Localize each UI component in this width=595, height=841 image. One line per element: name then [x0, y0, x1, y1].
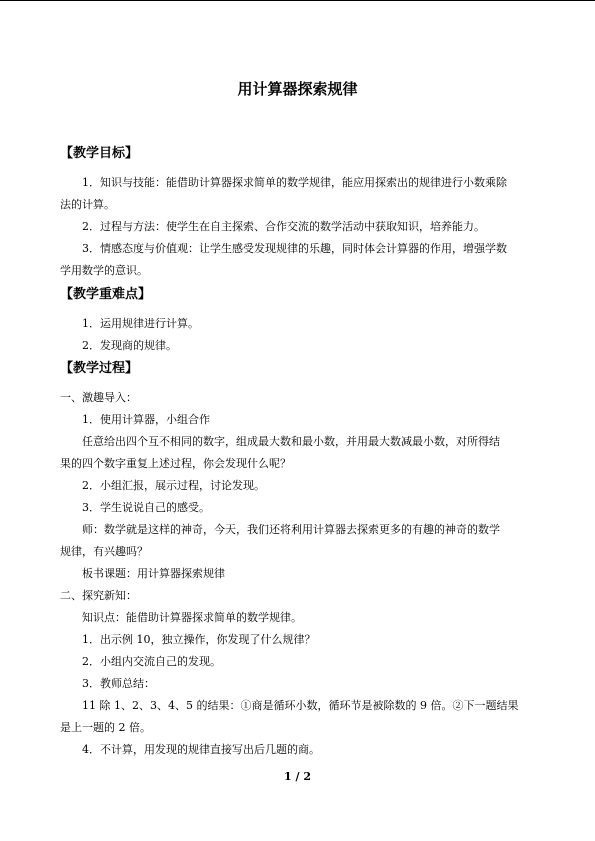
- process-item: 11 除 1、2、3、4、5 的结果：①商是循环小数，循环节是被除数的 9 倍。②下一题结果: [82, 699, 519, 712]
- goal-3-line-1: 3．情感态度与价值观：让学生感受发现规律的乐趣，同时体会计算器的作用，增强学数: [82, 242, 507, 255]
- process-item: 师：数学就是这样的神奇，今天，我们还将利用计算器去探索更多的有趣的神奇的数学: [82, 523, 500, 536]
- page-number: 1 / 2: [284, 770, 311, 783]
- section-heading-keypoints: 【教学重难点】: [60, 287, 152, 302]
- process-item: 1．使用计算器，小组合作: [82, 413, 210, 426]
- process-item: 任意给出四个互不相同的数字，组成最大数和最小数，并用最大数减最小数，对所得结: [82, 435, 500, 448]
- process-item: 2．小组汇报，展示过程，讨论发现。: [82, 479, 265, 492]
- header-rule: [0, 0, 595, 1]
- goal-3-line-2: 学用数学的意识。: [60, 264, 148, 277]
- keypoint-1: 1．运用规律进行计算。: [82, 317, 199, 330]
- section-heading-process: 【教学过程】: [60, 361, 139, 376]
- process-item: 知识点：能借助计算器探求简单的数学规律。: [82, 611, 302, 624]
- goal-1-line-2: 法的计算。: [60, 198, 115, 211]
- keypoint-2: 2．发现商的规律。: [82, 339, 177, 352]
- process-item: 2．小组内交流自己的发现。: [82, 655, 221, 668]
- goal-1-line-1: 1．知识与技能：能借助计算器探求简单的数学规律，能应用探索出的规律进行小数乘除: [82, 176, 507, 189]
- process-item: 板书课题：用计算器探索规律: [82, 567, 225, 580]
- goal-2: 2．过程与方法：使学生在自主探索、合作交流的数学活动中获取知识，培养能力。: [82, 220, 485, 233]
- process-item: 果的四个数字重复上述过程，你会发现什么呢？: [60, 457, 291, 470]
- process-item: 4．不计算，用发现的规律直接写出后几题的商。: [82, 743, 320, 756]
- process-item: 3．教师总结：: [82, 677, 155, 690]
- process-item: 是上一题的 2 倍。: [60, 721, 151, 734]
- process-item: 3．学生说说自己的感受。: [82, 501, 210, 514]
- process-part-1-heading: 一、激趣导入：: [60, 391, 137, 404]
- process-item: 1．出示例 10，独立操作，你发现了什么规律？: [82, 633, 316, 646]
- document-title: 用计算器探索规律: [237, 80, 358, 98]
- section-heading-goals: 【教学目标】: [60, 146, 139, 161]
- process-part-2-heading: 二、探究新知：: [60, 589, 137, 602]
- process-item: 规律，有兴趣吗？: [60, 545, 148, 558]
